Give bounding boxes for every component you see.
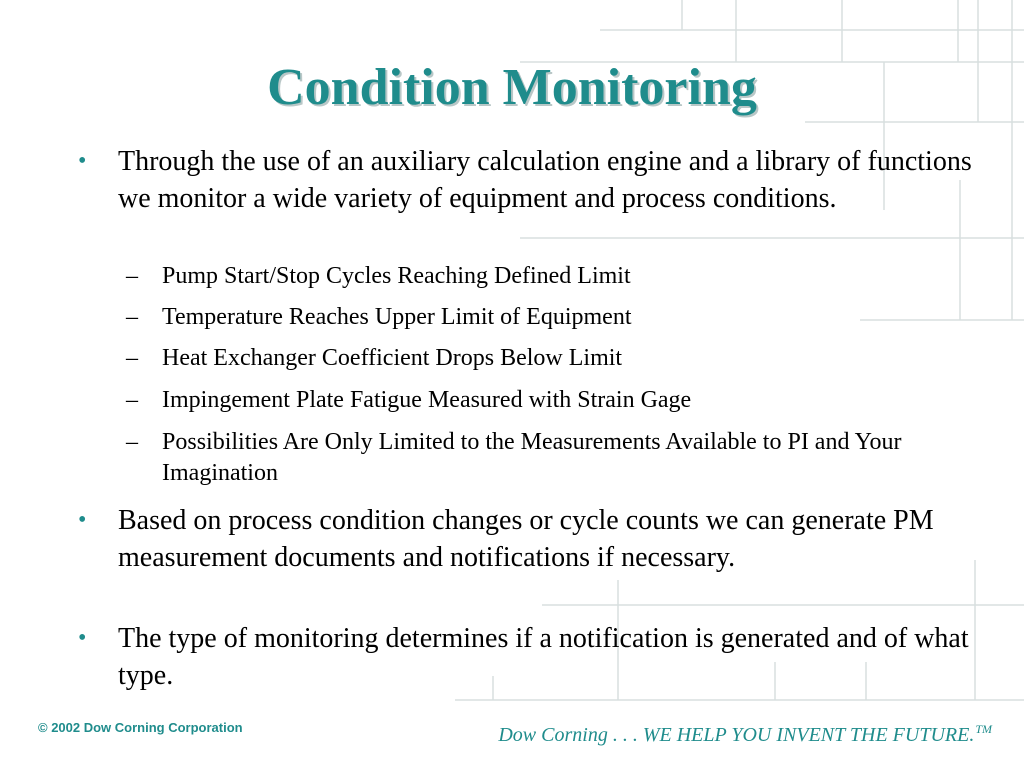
trademark-mark: TM — [975, 722, 992, 736]
sub-bullet-marker: – — [126, 387, 138, 413]
bullet-marker: • — [78, 625, 87, 651]
footer-tagline-group — [392, 716, 992, 748]
sub-bullet-marker: – — [126, 429, 138, 455]
bullet-marker: • — [78, 507, 87, 533]
footer-tagline: Dow Corning . . . WE HELP YOU INVENT THE FUTURE. — [498, 724, 975, 746]
sub-bullet-text: Pump Start/Stop Cycles Reaching Defined Limit — [162, 263, 631, 289]
sub-bullet-text: Impingement Plate Fatigue Measured with Strain Gage — [162, 387, 692, 413]
sub-bullet-text: Possibilities Are Only Limited to the Measurements Available to PI and Your Imagination — [162, 429, 902, 486]
bullet-text: Based on process condition changes or cycle counts we can generate PM measurement documents and notifications if necessary. — [118, 505, 934, 573]
footer-copyright: © 2002 Dow Corning Corporation — [38, 720, 243, 735]
bullet-marker: • — [78, 148, 87, 174]
sub-bullet-text: Temperature Reaches Upper Limit of Equipment — [162, 304, 632, 330]
slide-title: Condition Monitoring — [267, 59, 757, 116]
sub-bullet-marker: – — [126, 263, 138, 289]
sub-bullet-marker: – — [126, 345, 138, 371]
bullet-text: The type of monitoring determines if a notification is generated and of what type. — [118, 623, 969, 691]
bullet-text: Through the use of an auxiliary calculation engine and a library of functions we monitor a wide variety of equipment and process conditions. — [118, 146, 972, 214]
sub-bullet-marker: – — [126, 304, 138, 330]
sub-bullet-text: Heat Exchanger Coefficient Drops Below Limit — [162, 345, 623, 371]
